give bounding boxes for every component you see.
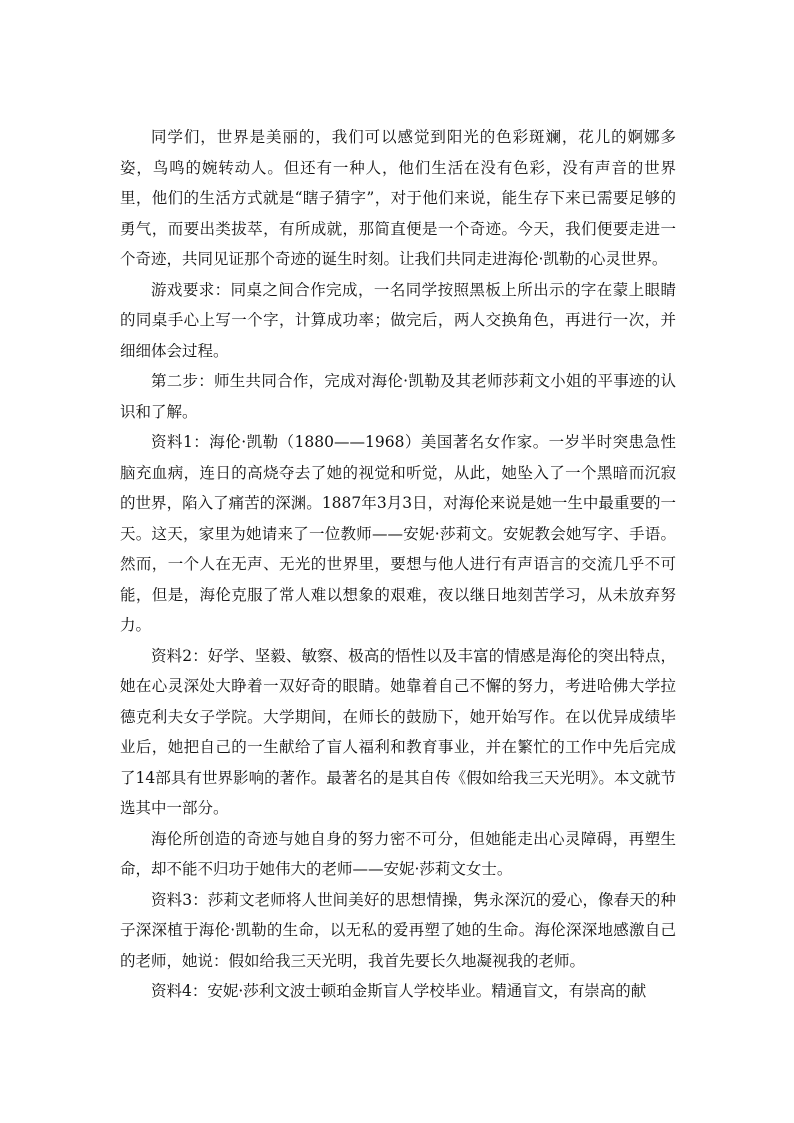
paragraph-material-4: 资料4：安妮·莎利文波士顿珀金斯盲人学校毕业。精通盲文，有崇高的献 bbox=[151, 982, 647, 1000]
paragraph-game-rules: 游戏要求：同桌之间合作完成，一名同学按照黑板上所出示的字在蒙上眼睛的同桌手心上写一个字，计算成功率；做完后，两人交换角色，再进行一次，并细细体会过程。 bbox=[120, 280, 676, 360]
paragraph-material-3: 资料3：莎莉文老师将人世间美好的思想情操，隽永深沉的爱心，像春天的种子深深植于海伦·凯勒的生命，以无私的爱再塑了她的生命。海伦深深地感激自己的老师，她说：假如给我三天光明，我首先要长久地凝视我的老师。 bbox=[120, 890, 676, 970]
paragraph-material-1: 资料1：海伦·凯勒（1880——1968）美国著名女作家。一岁半时突患急性脑充血病，连日的高烧夺去了她的视觉和听觉，从此，她坠入了一个黑暗而沉寂的世界，陷入了痛苦的深渊。1887年3月3日，对海伦来说是她一生中最重要的一天。这天，家里为她请来了一位教师——安妮·莎莉文。安妮教会她写字、手语。然而，一个人在无声、无光的世界里，要想与他人进行有声语言的交流几乎不可能，但是，海伦克服了常人难以想象的艰难，夜以继日地刻苦学习，从未放弃努力。 bbox=[120, 433, 676, 634]
paragraph-step-two: 第二步：师生共同合作，完成对海伦·凯勒及其老师莎莉文小姐的平事迹的认识和了解。 bbox=[120, 372, 676, 421]
paragraph-intro: 同学们，世界是美丽的，我们可以感觉到阳光的色彩斑斓，花儿的婀娜多姿，鸟鸣的婉转动人。但还有一种人，他们生活在没有色彩，没有声音的世界里，他们的生活方式就是“瞎子猜字”，对于他们来说，能生存下来已需要足够的勇气，而要出类拔萃，有所成就，那简直便是一个奇迹。今天，我们便要走进一个奇迹，共同见证那个奇迹的诞生时刻。让我们共同走进海伦·凯勒的心灵世界。 bbox=[120, 128, 676, 268]
paragraph-material-2: 资料2：好学、坚毅、敏察、极高的悟性以及丰富的情感是海伦的突出特点，她在心灵深处大睁着一双好奇的眼睛。她靠着自己不懈的努力，考进哈佛大学拉德克利夫女子学院。大学期间，在师长的鼓励下，她开始写作。在以优异成绩毕业后，她把自己的一生献给了盲人福利和教育事业，并在繁忙的工作中先后完成了14部具有世界影响的著作。最著名的是其自传《假如给我三天光明》。本文就节选其中一部分。 bbox=[120, 646, 676, 817]
document-page bbox=[120, 122, 676, 1007]
paragraph-miracle: 海伦所创造的奇迹与她自身的努力密不可分，但她能走出心灵障碍，再塑生命，却不能不归功于她伟大的老师——安妮·莎莉文女士。 bbox=[120, 829, 676, 878]
